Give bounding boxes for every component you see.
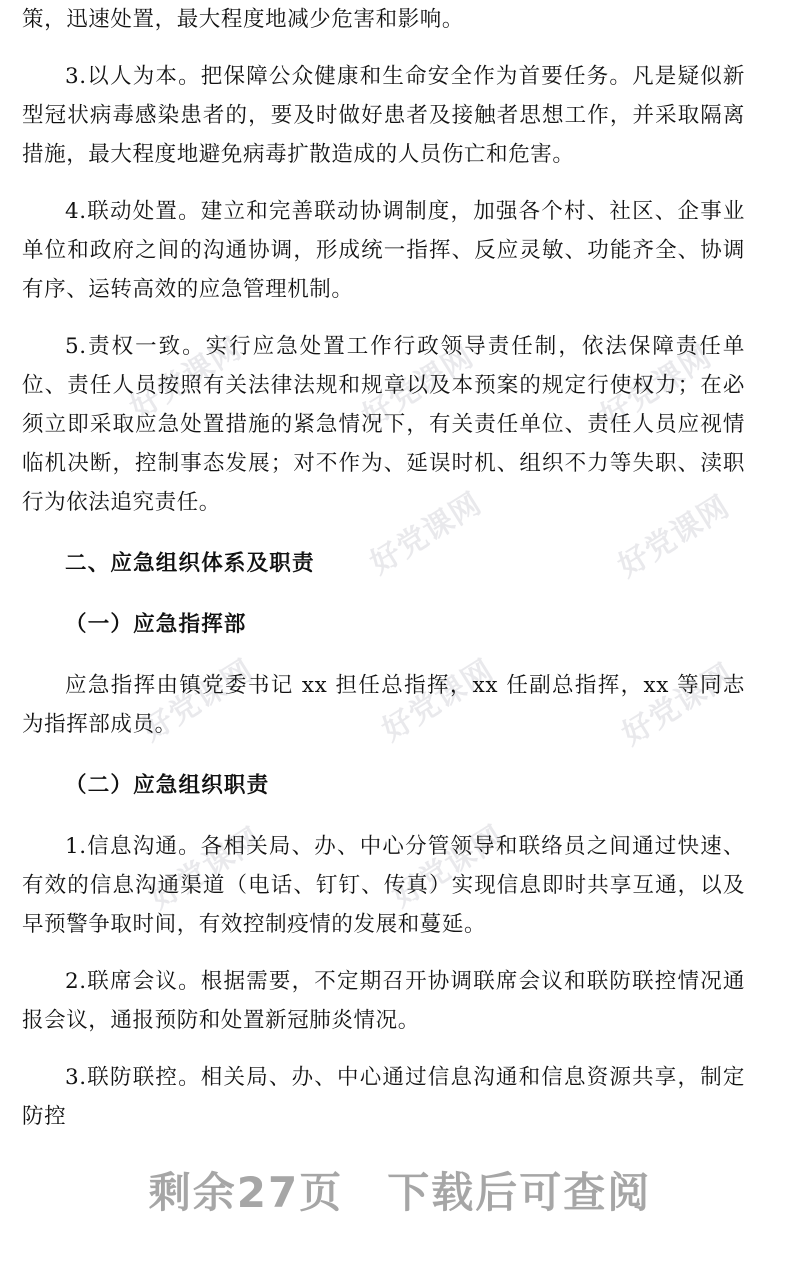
body-paragraph: 4.联动处置。建立和完善联动协调制度，加强各个村、社区、企事业单位和政府之间的沟通协调，形成统一指挥、反应灵敏、功能齐全、协调有序、运转高效的应急管理机制。 — [22, 199, 745, 302]
watermark-text: 好党课网 — [356, 339, 480, 435]
paragraph-spacer — [22, 744, 745, 766]
paragraph-spacer — [22, 644, 745, 666]
section-heading: 二、应急组织体系及职责 — [65, 551, 315, 576]
body-paragraph: 2.联席会议。根据需要，不定期召开协调联席会议和联防联控情况通报会议，通报预防和处置新冠肺炎情况。 — [22, 969, 745, 1033]
watermark-text: 好党课网 — [594, 339, 718, 435]
paragraph-spacer — [22, 583, 745, 605]
watermark-text: 好党课网 — [136, 653, 260, 749]
watermark-text: 好党课网 — [364, 486, 488, 582]
paragraph-spacer — [22, 944, 745, 962]
watermark-text: 好党课网 — [124, 331, 248, 427]
watermark-text: 好党课网 — [144, 821, 268, 917]
paragraph-spacer — [22, 805, 745, 827]
watermark-text: 好党课网 — [616, 657, 740, 753]
paragraph-spacer — [22, 174, 745, 192]
section-heading: （一）应急指挥部 — [65, 612, 247, 637]
section-heading: （二）应急组织职责 — [65, 773, 270, 798]
body-paragraph: 3.联防联控。相关局、办、中心通过信息沟通和信息资源共享，制定防控 — [22, 1065, 745, 1129]
paragraph-spacer — [22, 309, 745, 327]
download-prompt-banner[interactable]: 剩余27页 下载后可查阅 — [148, 1168, 652, 1217]
body-paragraph: 策，迅速处置，最大程度地减少危害和影响。 — [22, 7, 465, 32]
body-paragraph: 应急指挥由镇党委书记 xx 担任总指挥，xx 任副总指挥，xx 等同志为指挥部成员。 — [22, 673, 745, 737]
body-paragraph: 5.责权一致。实行应急处置工作行政领导责任制，依法保障责任单位、责任人员按照有关法律法规和规章以及本预案的规定行使权力；在必须立即采取应急处置措施的紧急情况下，有关责任单位、责任人员应视情临机决断，控制事态发展；对不作为、延误时机、组织不力等失职、渎职行为依法追究责任。 — [22, 334, 745, 515]
watermark-text: 好党课网 — [376, 653, 500, 749]
paragraph-spacer — [22, 1040, 745, 1058]
watermark-text: 好党课网 — [612, 489, 736, 585]
paragraph-spacer — [22, 39, 745, 57]
paragraph-spacer — [22, 522, 745, 544]
body-paragraph: 1.信息沟通。各相关局、办、中心分管领导和联络员之间通过快速、有效的信息沟通渠道（电话、钉钉、传真）实现信息即时共享互通，以及早预警争取时间，有效控制疫情的发展和蔓延。 — [22, 834, 745, 937]
watermark-text: 好党课网 — [386, 819, 510, 915]
body-paragraph: 3.以人为本。把保障公众健康和生命安全作为首要任务。凡是疑似新型冠状病毒感染患者的，要及时做好患者及接触者思想工作，并采取隔离措施，最大程度地避免病毒扩散造成的人员伤亡和危害。 — [22, 64, 745, 167]
